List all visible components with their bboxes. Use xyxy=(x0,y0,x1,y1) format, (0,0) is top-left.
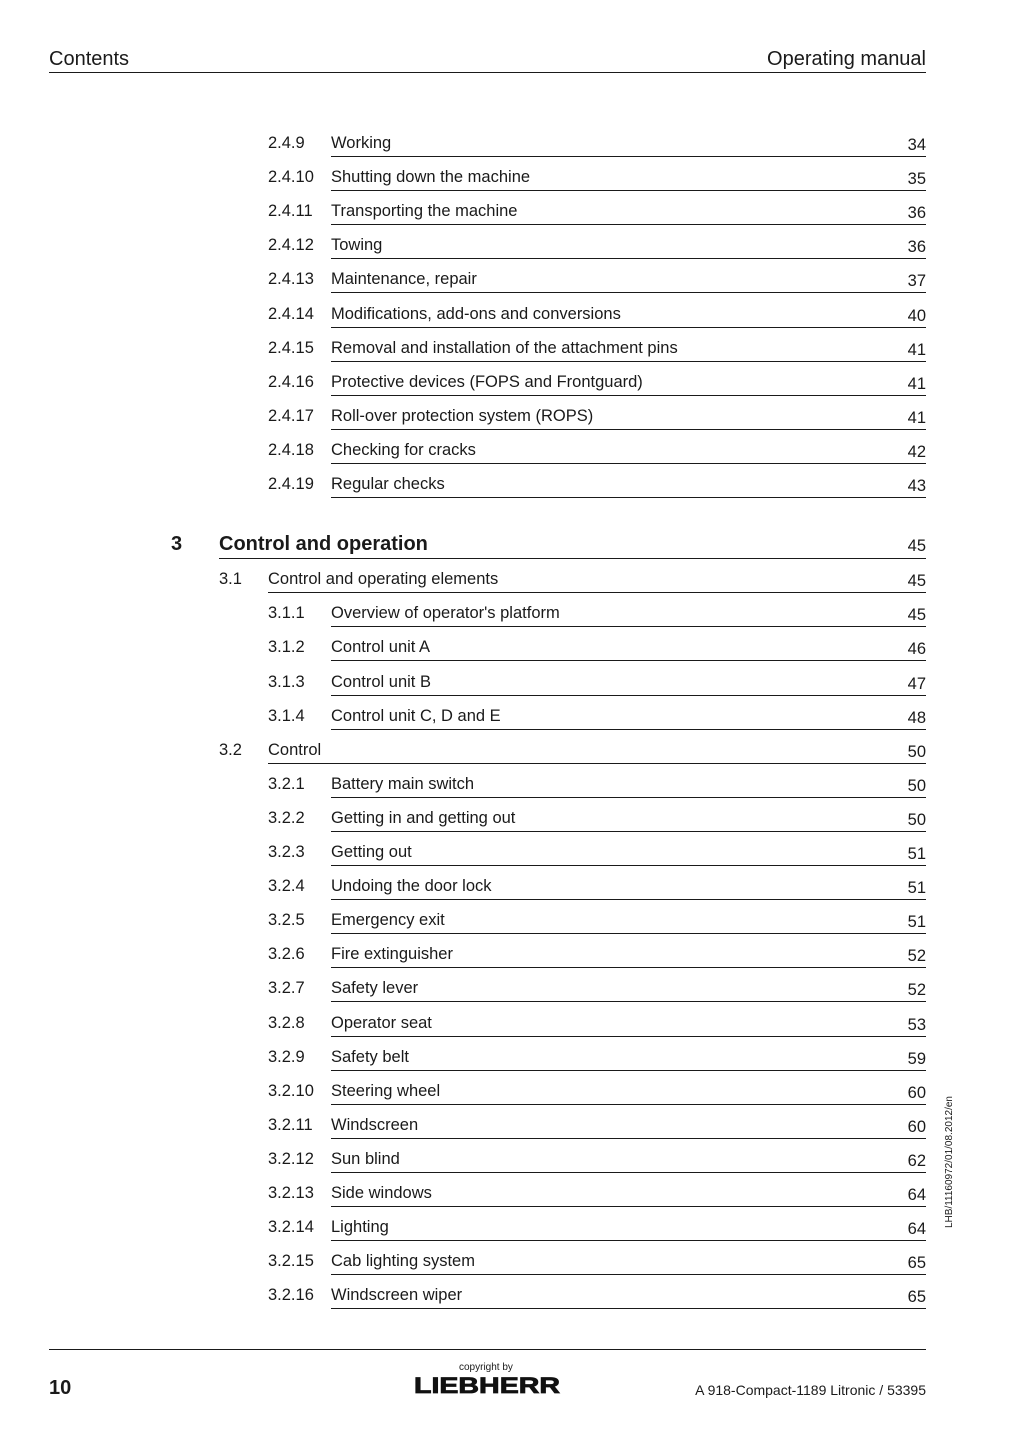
toc-entry-number: 3.1.2 xyxy=(268,638,305,657)
toc-entry-underline xyxy=(331,463,926,464)
toc-entry-number: 2.4.9 xyxy=(268,134,305,152)
toc-entry-title: Windscreen xyxy=(331,1115,419,1134)
toc-entry-number: 3.2.5 xyxy=(268,911,305,930)
toc-entry-number: 3.2.3 xyxy=(268,843,305,861)
toc-subsection-entry[interactable] xyxy=(0,706,1024,736)
toc-entry-page-number: 43 xyxy=(907,477,926,495)
toc-entry-page-number: 41 xyxy=(907,340,926,359)
toc-entry-number: 3.2.12 xyxy=(268,1149,314,1168)
toc-entry-number: 3.2.15 xyxy=(268,1252,314,1271)
toc-entry-title: Control xyxy=(268,740,322,759)
toc-subsection-entry[interactable] xyxy=(0,637,1024,667)
toc-subsection-entry[interactable] xyxy=(0,1217,1024,1247)
document-reference-code: LHB/11160972/01/08.2012/en xyxy=(944,1096,955,1228)
toc-subsection-entry[interactable] xyxy=(0,1285,1024,1315)
toc-entry-underline xyxy=(331,1070,926,1071)
toc-entry-title: Emergency exit xyxy=(331,911,445,930)
toc-subsection-entry[interactable] xyxy=(0,603,1024,633)
toc-entry-underline xyxy=(331,1138,926,1139)
toc-entry-title: Cab lighting system xyxy=(331,1252,475,1271)
toc-entry-page-number: 52 xyxy=(907,947,926,966)
toc-entry-underline xyxy=(331,1036,926,1037)
copyright-notice: copyright by xyxy=(459,1362,513,1373)
toc-subsection-entry[interactable] xyxy=(0,1149,1024,1179)
toc-entry-underline xyxy=(331,1308,926,1309)
toc-entry-title: Shutting down the machine xyxy=(331,168,531,187)
toc-entry-page-number: 51 xyxy=(907,845,926,863)
toc-entry-title: Control unit A xyxy=(331,638,431,657)
toc-entry-underline xyxy=(331,695,926,696)
toc-entry-number: 3.2.11 xyxy=(268,1115,313,1134)
toc-entry-title: Working xyxy=(331,134,392,152)
toc-entry-title: Fire extinguisher xyxy=(331,945,453,964)
toc-subsection-entry[interactable] xyxy=(0,910,1024,940)
liebherr-logo xyxy=(414,1373,562,1402)
toc-entry-underline xyxy=(331,190,926,191)
toc-entry-page-number: 40 xyxy=(907,306,926,325)
toc-entry-number: 3.2 xyxy=(219,740,242,759)
toc-entry-number: 2.4.18 xyxy=(268,440,314,459)
toc-subsection-entry[interactable] xyxy=(0,304,1024,334)
toc-entry-number: 3.2.1 xyxy=(268,774,305,793)
toc-entry-underline xyxy=(331,660,926,661)
toc-subsection-entry[interactable] xyxy=(0,1251,1024,1281)
toc-entry-number: 3.2.16 xyxy=(268,1286,314,1305)
toc-entry-title: Safety lever xyxy=(331,979,419,998)
toc-entry-title: Getting out xyxy=(331,843,412,861)
toc-entry-number: 3.2.8 xyxy=(268,1013,305,1032)
toc-entry-title: Control and operation xyxy=(219,533,428,556)
toc-entry-underline xyxy=(331,497,926,498)
toc-entry-number: 2.4.12 xyxy=(268,236,314,255)
toc-entry-page-number: 52 xyxy=(907,981,926,1000)
toc-entry-page-number: 48 xyxy=(907,708,926,727)
toc-subsection-entry[interactable] xyxy=(0,440,1024,470)
toc-entry-title: Checking for cracks xyxy=(331,440,476,459)
toc-entry-underline xyxy=(331,395,926,396)
toc-entry-page-number: 42 xyxy=(907,442,926,461)
toc-subsection-entry[interactable] xyxy=(0,672,1024,702)
toc-entry-number: 2.4.11 xyxy=(268,202,313,221)
toc-entry-underline xyxy=(268,763,926,764)
toc-entry-page-number: 41 xyxy=(907,408,926,427)
toc-entry-title: Towing xyxy=(331,236,383,255)
toc-subsection-entry[interactable] xyxy=(0,133,1024,163)
toc-subsection-entry[interactable] xyxy=(0,201,1024,231)
toc-entry-title: Steering wheel xyxy=(331,1081,441,1100)
toc-entry-page-number: 50 xyxy=(907,810,926,829)
toc-subsection-entry[interactable] xyxy=(0,808,1024,838)
toc-entry-title: Side windows xyxy=(331,1184,432,1202)
toc-entry-page-number: 35 xyxy=(907,170,926,189)
toc-entry-title: Protective devices (FOPS and Frontguard) xyxy=(331,372,643,391)
toc-subsection-entry[interactable] xyxy=(0,774,1024,804)
toc-entry-page-number: 62 xyxy=(907,1151,926,1170)
toc-entry-underline xyxy=(331,899,926,900)
toc-entry-number: 3 xyxy=(171,533,183,556)
toc-entry-number: 3.2.10 xyxy=(268,1081,314,1100)
toc-entry-page-number: 65 xyxy=(907,1288,926,1307)
toc-entry-page-number: 37 xyxy=(907,272,926,291)
toc-entry-number: 2.4.19 xyxy=(268,475,314,493)
toc-entry-underline xyxy=(331,831,926,832)
toc-entry-number: 3.1 xyxy=(219,570,242,589)
toc-entry-title: Control and operating elements xyxy=(268,570,499,589)
toc-subsection-entry[interactable] xyxy=(0,978,1024,1008)
toc-entry-page-number: 60 xyxy=(907,1117,926,1136)
toc-entry-title: Operator seat xyxy=(331,1013,432,1032)
toc-subsection-entry[interactable] xyxy=(0,1013,1024,1043)
toc-entry-title: Sun blind xyxy=(331,1149,400,1168)
toc-entry-number: 2.4.10 xyxy=(268,168,314,187)
toc-entry-underline xyxy=(331,1104,926,1105)
footer-divider xyxy=(49,1349,926,1350)
toc-entry-number: 3.1.1 xyxy=(268,604,305,623)
toc-entry-page-number: 65 xyxy=(907,1254,926,1273)
toc-entry-title: Lighting xyxy=(331,1218,389,1237)
toc-subsection-entry[interactable] xyxy=(0,1047,1024,1077)
toc-entry-number: 2.4.15 xyxy=(268,338,314,357)
header-document-title: Operating manual xyxy=(767,48,926,70)
toc-entry-page-number: 45 xyxy=(907,606,926,625)
svg-text:LIEBHERR: LIEBHERR xyxy=(414,1373,561,1397)
toc-entry-title: Removal and installation of the attachment pins xyxy=(331,338,678,357)
toc-entry-page-number: 46 xyxy=(907,640,926,659)
toc-subsection-entry[interactable] xyxy=(0,474,1024,504)
toc-entry-number: 2.4.16 xyxy=(268,372,314,391)
toc-entry-page-number: 41 xyxy=(907,374,926,393)
toc-entry-number: 3.2.7 xyxy=(268,979,305,998)
toc-entry-number: 3.2.2 xyxy=(268,808,305,827)
toc-section-entry[interactable] xyxy=(0,569,1024,599)
toc-subsection-entry[interactable] xyxy=(0,1183,1024,1213)
toc-entry-title: Safety belt xyxy=(331,1047,409,1066)
toc-subsection-entry[interactable] xyxy=(0,269,1024,299)
toc-entry-underline xyxy=(331,1206,926,1207)
toc-subsection-entry[interactable] xyxy=(0,1115,1024,1145)
toc-subsection-entry[interactable] xyxy=(0,842,1024,872)
toc-entry-page-number: 36 xyxy=(907,204,926,223)
toc-entry-number: 3.2.4 xyxy=(268,877,305,896)
toc-entry-page-number: 64 xyxy=(907,1186,926,1204)
toc-entry-title: Windscreen wiper xyxy=(331,1286,463,1305)
toc-entry-underline xyxy=(331,865,926,866)
toc-entry-title: Transporting the machine xyxy=(331,202,518,221)
toc-entry-title: Modifications, add-ons and conversions xyxy=(331,304,621,323)
toc-entry-page-number: 51 xyxy=(907,879,926,898)
toc-chapter-entry[interactable] xyxy=(0,533,1024,563)
toc-subsection-entry[interactable] xyxy=(0,1081,1024,1111)
toc-entry-number: 3.2.9 xyxy=(268,1047,305,1066)
toc-entry-number: 2.4.17 xyxy=(268,406,314,425)
toc-entry-underline xyxy=(331,327,926,328)
toc-entry-page-number: 50 xyxy=(907,776,926,795)
toc-entry-number: 3.2.13 xyxy=(268,1184,314,1202)
toc-entry-underline xyxy=(331,1001,926,1002)
toc-entry-title: Control unit C, D and E xyxy=(331,706,501,725)
toc-entry-title: Getting in and getting out xyxy=(331,808,516,827)
toc-entry-number: 3.1.3 xyxy=(268,672,305,691)
toc-entry-number: 2.4.13 xyxy=(268,270,314,289)
toc-entry-page-number: 51 xyxy=(907,913,926,932)
toc-entry-underline xyxy=(331,967,926,968)
toc-entry-page-number: 64 xyxy=(907,1220,926,1239)
toc-subsection-entry[interactable] xyxy=(0,876,1024,906)
page-number: 10 xyxy=(49,1377,72,1399)
document-id: A 918-Compact-1189 Litronic / 53395 xyxy=(695,1382,926,1398)
toc-entry-number: 2.4.14 xyxy=(268,304,314,323)
toc-entry-page-number: 60 xyxy=(907,1083,926,1102)
toc-entry-title: Overview of operator's platform xyxy=(331,604,560,623)
toc-entry-page-number: 36 xyxy=(907,238,926,257)
toc-entry-underline xyxy=(331,258,926,259)
toc-entry-underline xyxy=(219,558,926,559)
toc-entry-title: Battery main switch xyxy=(331,774,475,793)
toc-entry-page-number: 45 xyxy=(907,537,926,556)
toc-entry-underline xyxy=(331,361,926,362)
toc-entry-underline xyxy=(331,626,926,627)
toc-subsection-entry[interactable] xyxy=(0,338,1024,368)
toc-entry-underline xyxy=(331,1274,926,1275)
toc-entry-underline xyxy=(268,592,926,593)
toc-subsection-entry[interactable] xyxy=(0,372,1024,402)
toc-entry-underline xyxy=(331,1240,926,1241)
toc-entry-title: Regular checks xyxy=(331,475,445,493)
toc-subsection-entry[interactable] xyxy=(0,406,1024,436)
toc-subsection-entry[interactable] xyxy=(0,235,1024,265)
toc-entry-number: 3.2.6 xyxy=(268,945,305,964)
toc-entry-underline xyxy=(331,429,926,430)
toc-entry-page-number: 59 xyxy=(907,1049,926,1068)
toc-entry-title: Maintenance, repair xyxy=(331,270,477,289)
toc-entry-page-number: 34 xyxy=(907,136,926,154)
toc-subsection-entry[interactable] xyxy=(0,167,1024,197)
toc-entry-underline xyxy=(331,797,926,798)
toc-entry-underline xyxy=(331,292,926,293)
toc-entry-title: Roll-over protection system (ROPS) xyxy=(331,406,594,425)
toc-entry-underline xyxy=(331,1172,926,1173)
toc-subsection-entry[interactable] xyxy=(0,944,1024,974)
header-section-title: Contents xyxy=(49,48,130,70)
toc-entry-page-number: 47 xyxy=(907,674,926,693)
toc-entry-underline xyxy=(331,156,926,157)
toc-entry-number: 3.2.14 xyxy=(268,1218,314,1237)
toc-section-entry[interactable] xyxy=(0,740,1024,770)
toc-entry-page-number: 50 xyxy=(907,742,926,761)
toc-entry-title: Undoing the door lock xyxy=(331,877,492,896)
toc-entry-underline xyxy=(331,933,926,934)
toc-entry-underline xyxy=(331,224,926,225)
toc-entry-title: Control unit B xyxy=(331,672,431,691)
toc-entry-number: 3.1.4 xyxy=(268,706,305,725)
toc-entry-underline xyxy=(331,729,926,730)
toc-entry-page-number: 45 xyxy=(907,572,926,591)
toc-entry-page-number: 53 xyxy=(907,1015,926,1034)
